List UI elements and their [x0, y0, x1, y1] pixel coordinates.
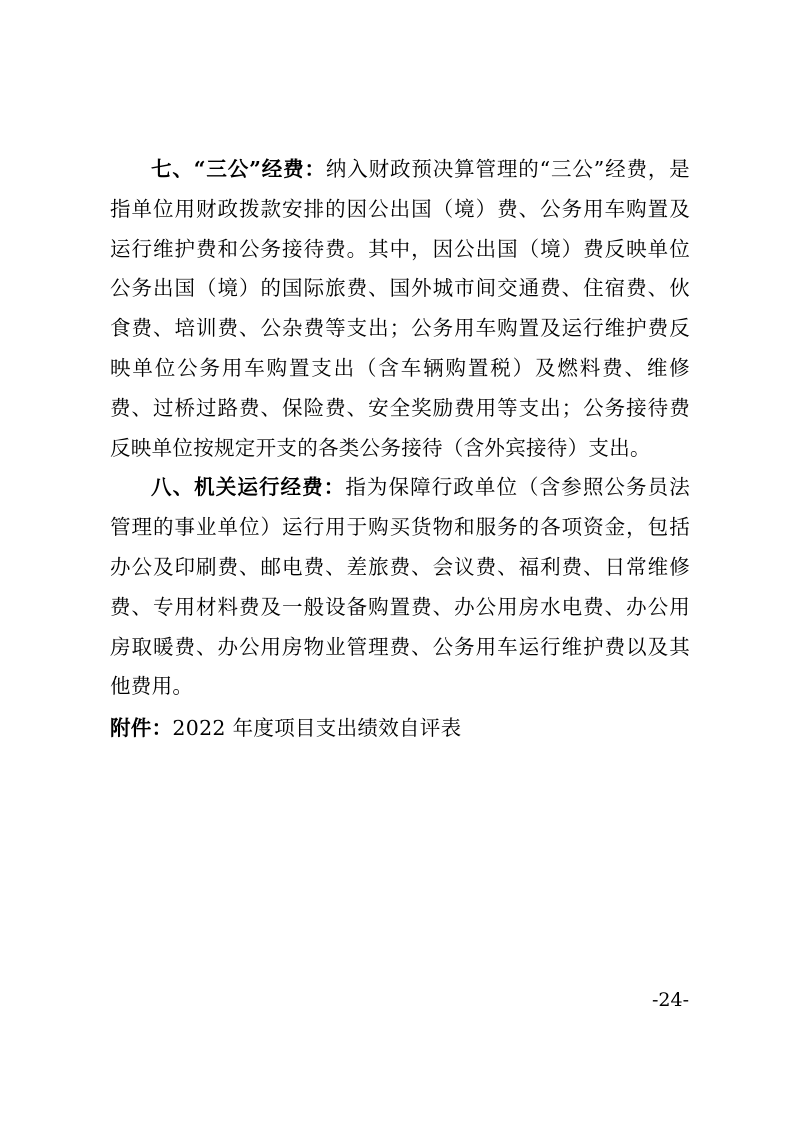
- attachment-title: 2022 年度项目支出绩效自评表: [172, 716, 462, 740]
- paragraph-heading: 七、“三公”经费：: [151, 157, 326, 181]
- page-number: -24-: [651, 989, 689, 1011]
- attachment-line: [110, 708, 690, 748]
- paragraph-heading: 八、机关运行经费：: [151, 475, 346, 500]
- paragraph-three-public-expenses: [110, 150, 690, 468]
- paragraph-content: 指为保障行政单位（含参照公务员法管理的事业单位）运行用于购买货物和服务的各项资金，包括办公及印刷费、邮电费、差旅费、会议费、福利费、日常维修费、专用材料费及一般设备购置费、办公用房水电费、办公用房取暖费、办公用房物业管理费、公务用车运行维护费以及其他费用。: [110, 475, 690, 699]
- paragraph-content: 纳入财政预决算管理的“三公”经费，是指单位用财政拨款安排的因公出国（境）费、公务用车购置及运行维护费和公务接待费。其中，因公出国（境）费反映单位公务出国（境）的国际旅费、国外城市间交通费、住宿费、伙食费、培训费、公杂费等支出；公务用车购置及运行维护费反映单位公务用车购置支出（含车辆购置税）及燃料费、维修费、过桥过路费、保险费、安全奖励费用等支出；公务接待费反映单位按规定开支的各类公务接待（含外宾接待）支出。: [110, 157, 690, 460]
- attachment-label: 附件：: [110, 716, 173, 740]
- paragraph-agency-operating-expenses: [110, 468, 690, 707]
- body-text: [110, 150, 690, 707]
